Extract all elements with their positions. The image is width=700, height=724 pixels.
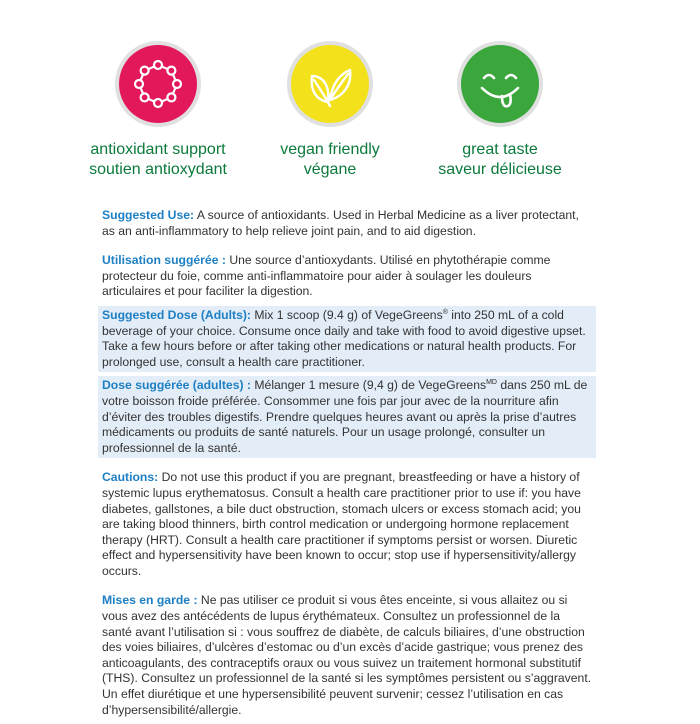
section-heading: Utilisation suggérée : (102, 253, 226, 268)
section-body: Mélanger 1 mesure (9,4 g) de VegeGreens (251, 378, 487, 393)
cautions-en (98, 468, 596, 581)
md-mark: MD (486, 379, 497, 387)
section-body: Ne pas utiliser ce produit si vous êtes enceinte, si vous allaitez ou si vous avez des antécédents de lupus érythémateux. Consultez un professionnel de la santé avant l’utilisation si : vous souffrez de diabète, de calculs biliaires, d’une obstruction des voies biliaires, d’ulcères d’estomac ou d’un excès d’acide gastrique; vous prenez des anticoagulants, des contraceptifs oraux ou vous suivez un traitement hormonal substitutif (THS). Consultez un professionnel de la santé si les symptômes persistent ou s’aggravent. Un effet diurétique et une hypersensibilité peuvent survenir; cessez l’utilisation en cas d’hypersensibilité/allergie. (102, 593, 592, 717)
registered-mark: ® (442, 308, 448, 316)
badge-label-fr: soutien antioxydant (89, 161, 227, 178)
badge-taste (400, 40, 600, 180)
leaf-icon (286, 40, 374, 128)
feature-badges (0, 40, 700, 190)
badge-antioxidant (58, 40, 258, 180)
antioxidant-ring-icon (114, 40, 202, 128)
cautions-fr (98, 591, 596, 720)
section-heading: Mises en garde : (102, 593, 198, 608)
section-body: dans 250 mL de votre boisson froide préférée. Consommer une fois par jour avec de la nourriture afin d’éviter des troubles digestifs. Prendre quelques heures avant ou après la prise d’autres médicaments ou produits de santé naturels. Pour un usage prolongé, consulter un professionnel de la santé. (102, 378, 588, 455)
section-heading: Suggested Dose (Adults): (102, 307, 251, 322)
section-heading: Dose suggérée (adultes) : (102, 378, 251, 393)
section-body: Une source d’antioxydants. Utilisé en phytothérapie comme protecteur du foie, comme anti-inflammatoire pour aider à soulager les douleurs articulaires et pour faciliter la digestion. (102, 253, 551, 299)
suggested-use-fr (98, 251, 596, 302)
suggested-dose-fr (98, 376, 596, 458)
directions-text (98, 206, 596, 724)
badge-label-en: antioxidant support (90, 141, 226, 158)
smiley-tongue-icon (456, 40, 544, 128)
badge-label-en: great taste (462, 141, 538, 158)
section-body: Mix 1 scoop (9.4 g) of VegeGreens (250, 307, 443, 322)
badge-label-fr: saveur délicieuse (438, 161, 562, 178)
badge-label-en: vegan friendly (280, 141, 380, 158)
section-heading: Suggested Use: (102, 208, 195, 222)
section-body: Do not use this product if you are pregnant, breastfeeding or have a history of systemic lupus erythematosus. Consult a health care practitioner prior to use if: you have diabetes, gallstones, a bile duct obstruction, stomach ulcers or excess stomach acid; you are taking blood thinners, birth control medication or undergoing hormone replacement therapy (HRT). Consult a health care practitioner if symptoms persist or worsen. Diuretic effect and hypersensitivity have been known to occur; stop use if hypersensitivity/allergy occurs. (102, 470, 581, 578)
section-body: A source of antioxidants. Used in Herbal Medicine as a liver protectant, as an anti-inflammatory to help relieve joint pain, and to aid digestion. (102, 208, 579, 238)
suggested-use-en (98, 206, 596, 241)
section-body: into 250 mL of a cold beverage of your choice. Consume once daily and take with food to avoid digestive upset. Take a few hours before or after taking other medications or natural health products. For prolonged use, consult a health care practitioner. (102, 307, 586, 369)
suggested-dose-en (98, 306, 596, 372)
badge-label-fr: végane (303, 161, 357, 178)
section-heading: Cautions: (102, 470, 159, 485)
